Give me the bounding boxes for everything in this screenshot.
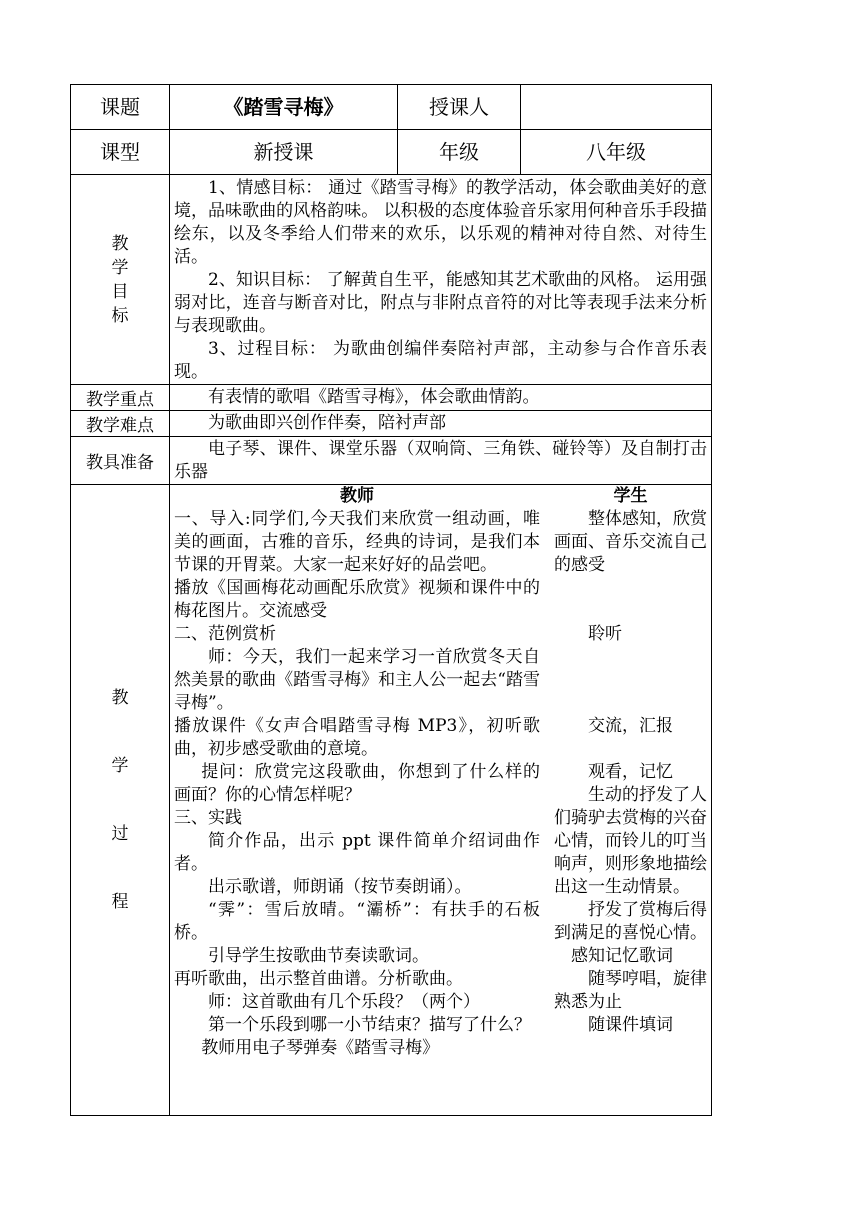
process-label [71, 485, 170, 1116]
teacher-value [521, 85, 712, 130]
teacher-label: 授课人 [398, 85, 521, 130]
difficulty-label: 教学难点 [71, 411, 170, 437]
type-value: 新授课 [170, 130, 398, 175]
goals-label [71, 175, 170, 385]
student-activity: 感知记忆歌词 [571, 946, 673, 966]
teacher-column-header: 教师 [340, 486, 374, 506]
focus-row [71, 385, 712, 411]
student-activity: 随课件填词 [588, 1015, 673, 1035]
process-row [71, 485, 712, 1116]
goals-label-char: 学 [111, 257, 129, 278]
tools-text: 电子琴、课件、课堂乐器（双响筒、三角铁、碰铃等）及自制打击乐器 [170, 437, 712, 485]
process-inner-table [170, 485, 711, 1115]
goal-knowledge: 2、知识目标： 了解黄自生平，能感知其艺术歌曲的风格。 运用强弱对比，连音与断音对比，附点与非附点音符的对比等表现手法来分析与表现歌曲。 [174, 270, 707, 336]
teacher-step: 一、导入:同学们,今天我们来欣赏一组动画，唯美的画面，古雅的音乐，经典的诗词，是我们本节课的开胃菜。大家一起来好好的品尝吧。 [174, 509, 540, 575]
goal-process: 3、过程目标： 为歌曲创编伴奏陪衬声部，主动参与合作音乐表现。 [174, 339, 707, 382]
student-activity: 聆听 [588, 624, 622, 644]
process-content [170, 485, 712, 1116]
teacher-step: 师：今天，我们一起来学习一首欣赏冬天自然美景的歌曲《踏雪寻梅》和主人公一起去“踏雪寻梅”。 [174, 647, 540, 713]
teacher-step: “霁”：雪后放晴。“灞桥”：有扶手的石板桥。 [174, 900, 540, 943]
student-activity: 观看，记忆 [588, 762, 673, 782]
teacher-step: 第一个乐段到哪一小节结束？描写了什么？ [208, 1015, 531, 1035]
topic-label: 课题 [71, 85, 170, 130]
difficulty-row [71, 411, 712, 437]
type-label: 课型 [71, 130, 170, 175]
tools-label: 教具准备 [71, 437, 170, 485]
topic-row [71, 85, 712, 130]
process-label-char: 程 [111, 892, 129, 912]
student-activity: 抒发了赏梅后得到满足的喜悦心情。 [554, 900, 707, 943]
teacher-step: 播放《国画梅花动画配乐欣赏》视频和课件中的梅花图片。交流感受 [174, 578, 540, 621]
process-label-char: 教 [111, 688, 129, 708]
goals-label-char: 目 [111, 281, 129, 302]
student-column-header: 学生 [613, 486, 648, 506]
goals-content [170, 175, 712, 385]
teacher-step: 提问：欣赏完这段歌曲，你想到了什么样的画面？你的心情怎样呢？ [174, 762, 540, 805]
teacher-column [170, 485, 546, 1115]
teacher-step: 二、范例赏析 [174, 624, 276, 644]
grade-label: 年级 [398, 130, 521, 175]
goals-label-char: 标 [111, 305, 129, 326]
difficulty-text: 为歌曲即兴创作伴奏，陪衬声部 [170, 411, 712, 437]
type-row [71, 130, 712, 175]
teacher-step: 播放课件《女声合唱踏雪寻梅 MP3》，初听歌曲，初步感受歌曲的意境。 [174, 716, 540, 759]
tools-row [71, 437, 712, 485]
process-label-char: 学 [111, 756, 129, 776]
teacher-step: 教师用电子琴弹奏《踏雪寻梅》 [201, 1038, 440, 1058]
student-activity: 交流，汇报 [588, 716, 673, 736]
focus-label: 教学重点 [71, 385, 170, 411]
goal-emotion: 1、情感目标： 通过《踏雪寻梅》的教学活动，体会歌曲美好的意境，品味歌曲的风格韵味。 以积极的态度体验音乐家用何种音乐手段描绘东，以及冬季给人们带来的欢乐，以乐观的精神对待自然、对待生活。 [174, 178, 707, 267]
teacher-step: 再听歌曲，出示整首曲谱。分析歌曲。 [174, 969, 463, 989]
goals-label-char: 教 [111, 233, 129, 254]
student-column [546, 485, 711, 1115]
teacher-step: 出示歌谱，师朗诵（按节奏朗诵）。 [208, 877, 472, 897]
student-activity: 整体感知，欣赏画面、音乐交流自己的感受 [554, 509, 707, 575]
teacher-step: 引导学生按歌曲节奏读歌词。 [208, 946, 429, 966]
lesson-plan-table [70, 84, 712, 1116]
process-label-char: 过 [111, 824, 129, 844]
goals-row [71, 175, 712, 385]
student-activity: 生动的抒发了人们骑驴去赏梅的兴奋心情，而铃儿的叮当响声，则形象地描绘出这一生动情景。 [554, 785, 707, 897]
focus-text: 有表情的歌唱《踏雪寻梅》，体会歌曲情韵。 [170, 385, 712, 411]
student-activity: 随琴哼唱，旋律熟悉为止 [554, 969, 707, 1012]
grade-value: 八年级 [521, 130, 712, 175]
teacher-step: 三、实践 [174, 808, 242, 828]
teacher-step: 简介作品，出示 ppt 课件简单介绍词曲作者。 [174, 831, 540, 874]
topic-value: 《踏雪寻梅》 [170, 85, 398, 130]
teacher-step: 师：这首歌曲有几个乐段？（两个） [208, 992, 480, 1012]
